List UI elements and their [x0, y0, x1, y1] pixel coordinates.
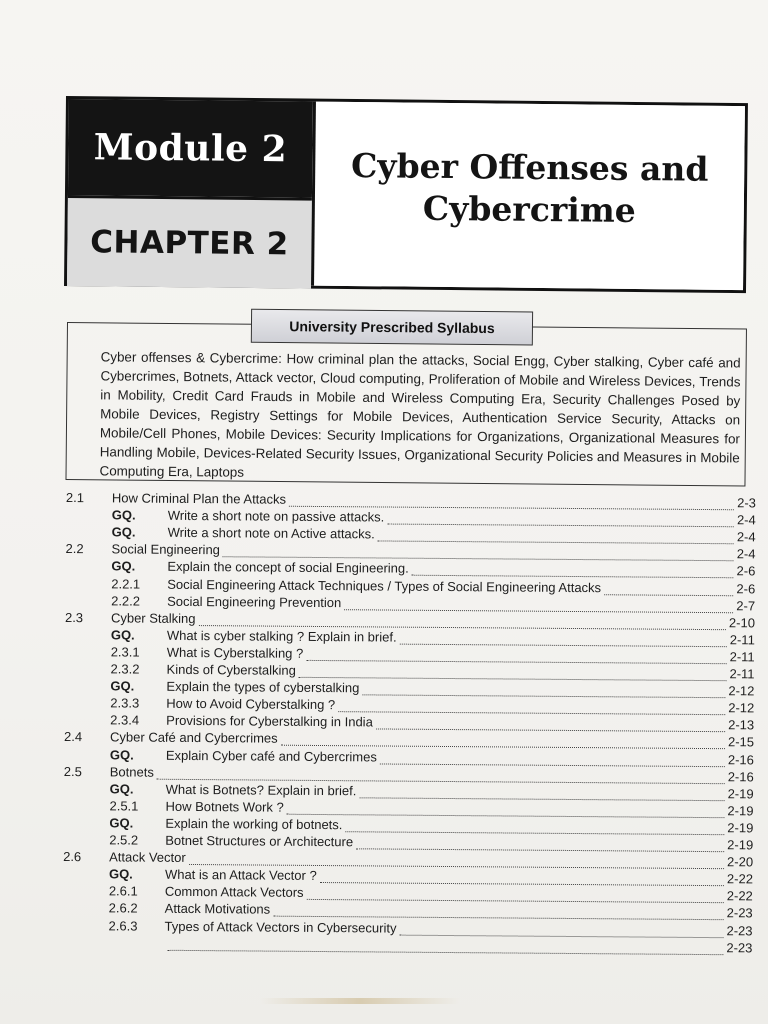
toc-subsection-number: 2.6.3: [108, 917, 138, 934]
toc-entry-line: [167, 593, 755, 613]
toc-dot-leader: [359, 785, 724, 801]
page-edge-shadow: [260, 998, 460, 1004]
toc-entry-line: [167, 628, 755, 648]
toc-page-number: 2-19: [727, 785, 754, 802]
toc-section-number: 2.5: [63, 763, 82, 779]
toc-entry-title: Botnet Structures or Architecture: [165, 832, 354, 850]
syllabus-text: Cyber offenses & Cybercrime: How criminal plan the attacks, Social Engg, Cyber stalking, Cyber café and Cybercrimes, Botnets, Attack vector, Cloud computing, Proliferation of Mobile and Wireless Devices, Trends in Mobility, Credit Card Frauds in Mobile and Wireless Computing Era, Security Challenges Posed by Mobile Devices, Registry Settings for Mobile Devices, Authentication Service Security, Attacks on Mobile/Cell Phones, Mobile Devices: Security Implications for Organizations, Organizational Measures for Handling Mobile, Devices-Related Security Issues, Organizational Security Policies and Measures in Mobile Computing Era, Laptops: [99, 349, 741, 480]
toc-dot-leader: [604, 582, 733, 596]
toc-entry-line: [166, 747, 754, 767]
syllabus-label: University Prescribed Syllabus: [289, 318, 495, 337]
toc-entry-title: Explain the types of cyberstalking: [166, 678, 360, 696]
toc-page-number: 2-11: [729, 632, 755, 648]
toc-entry-title: Cyber Stalking: [110, 610, 196, 626]
toc-dot-leader: [380, 751, 725, 767]
toc-subsection-number: GQ.: [111, 507, 136, 523]
table-of-contents: [63, 490, 756, 955]
toc-entry-line: [168, 525, 756, 545]
toc-entry-title: What is cyber stalking ? Explain in brief.: [166, 627, 397, 645]
toc-subsection-number: GQ.: [111, 558, 136, 574]
toc-page-number: 2-20: [727, 854, 754, 870]
toc-page-number: 2-11: [729, 649, 755, 665]
toc-page-number: 2-4: [736, 529, 756, 545]
chapter-label-box: [67, 195, 312, 289]
toc-entry-title: Kinds of Cyberstalking: [166, 661, 296, 678]
toc-page-number: 2-11: [729, 666, 755, 682]
toc-entry-title: Social Engineering: [111, 541, 220, 558]
toc-subsection-number: 2.5.1: [109, 798, 139, 814]
module-label: Module 2: [93, 126, 288, 171]
toc-entry-title: Provisions for Cyberstalking in India: [166, 713, 373, 730]
syllabus-label-box: [251, 309, 533, 346]
toc-subsection-number: GQ.: [108, 866, 133, 882]
toc-dot-leader: [344, 597, 733, 613]
toc-dot-leader: [299, 665, 727, 681]
chapter-title-line1: Cyber Offenses and: [350, 145, 709, 189]
toc-page-number: 2-15: [727, 734, 755, 750]
toc-subsection-number: GQ.: [109, 815, 134, 831]
toc-entry-line: [167, 662, 755, 682]
toc-entry-title: What is Cyberstalking ?: [166, 644, 304, 661]
toc-entry-line: [167, 645, 755, 665]
toc-page-number: 2-16: [727, 768, 754, 785]
toc-entry-title: Types of Attack Vectors in Cybersecurity: [164, 918, 397, 936]
toc-entry-line: [166, 713, 754, 733]
toc-subsection-number: 2.3.4: [110, 712, 140, 728]
toc-dot-leader: [362, 682, 725, 698]
toc-dot-leader: [223, 545, 734, 562]
toc-page-number: 2-22: [726, 871, 754, 887]
toc-entry-line: [165, 918, 753, 938]
syllabus-box: [65, 318, 746, 487]
toc-entry-line: [166, 696, 754, 716]
toc-entry-title: Attack Vector: [109, 849, 186, 866]
toc-entry-title: Social Engineering Attack Techniques / Types of Social Engineering Attacks: [167, 576, 602, 595]
toc-section-number: 2.2: [65, 541, 84, 557]
toc-entry-title: What is Botnets? Explain in brief.: [165, 781, 357, 798]
toc-entry-line: [166, 679, 754, 699]
toc-section-number: 2.6: [63, 849, 82, 865]
toc-dot-leader: [345, 819, 724, 835]
chapter-title: [350, 145, 708, 233]
toc-entry-line: [165, 884, 753, 904]
toc-subsection-number: 2.3.1: [110, 644, 140, 660]
toc-entry-line: [167, 576, 755, 596]
toc-page-number: 2-19: [727, 837, 754, 853]
toc-entry-line: [165, 833, 753, 853]
toc-section-number: 2.4: [64, 729, 83, 745]
toc-subsection-number: GQ.: [110, 678, 135, 694]
toc-page-number: 2-6: [736, 563, 756, 579]
toc-dot-leader: [376, 717, 725, 733]
toc-dot-leader: [189, 852, 724, 869]
toc-entry-title: Botnets: [109, 763, 154, 780]
toc-page-number: 2-23: [726, 905, 753, 921]
toc-subsection-number: GQ.: [111, 524, 136, 540]
toc-section-number: 2.1: [65, 490, 85, 506]
chapter-title-line2: Cybercrime: [422, 188, 636, 230]
toc-entry-line: [165, 799, 753, 819]
toc-subsection-number: 2.5.2: [109, 832, 139, 848]
toc-subsection-number: GQ.: [109, 781, 134, 797]
toc-entry-title: Write a short note on passive attacks.: [167, 507, 385, 525]
toc-entry-title: Common Attack Vectors: [164, 884, 304, 901]
toc-subsection-number: 2.3.3: [110, 695, 140, 711]
toc-dot-leader: [167, 937, 723, 954]
toc-dot-leader: [198, 613, 726, 630]
toc-entry-title: Explain Cyber café and Cybercrimes: [165, 747, 377, 764]
toc-subsection-number: 2.6.2: [108, 900, 138, 916]
toc-entry-line: [164, 935, 752, 955]
toc-page-number: 2-13: [728, 717, 755, 733]
toc-entry-title: Explain the working of botnets.: [165, 815, 343, 833]
toc-page-number: 2-23: [726, 922, 753, 938]
toc-page-number: 2-10: [728, 614, 756, 631]
toc-subsection-number: 2.6.1: [108, 883, 138, 899]
toc-entry-title: Write a short note on Active attacks.: [167, 524, 375, 542]
toc-subsection-number: GQ.: [110, 627, 135, 643]
toc-entry-title: Attack Motivations: [164, 901, 271, 918]
toc-page-number: 2-3: [737, 495, 756, 511]
toc-entry-title: Cyber Café and Cybercrimes: [110, 729, 278, 747]
toc-dot-leader: [399, 922, 723, 938]
toc-dot-leader: [281, 733, 725, 749]
toc-dot-leader: [356, 836, 724, 852]
toc-entry-line: [165, 867, 753, 887]
toc-dot-leader: [400, 631, 727, 647]
toc-page-number: 2-6: [736, 580, 756, 596]
toc-dot-leader: [306, 648, 726, 664]
chapter-header: [64, 96, 748, 293]
toc-page-number: 2-16: [727, 751, 754, 767]
chapter-title-box: [311, 102, 745, 291]
chapter-label: CHAPTER 2: [90, 224, 289, 263]
toc-dot-leader: [307, 887, 724, 903]
toc-page-number: 2-12: [728, 683, 755, 699]
toc-entry-line: [166, 781, 754, 801]
toc-subsection-number: 2.2.2: [111, 592, 141, 609]
toc-page-number: 2-4: [736, 546, 756, 562]
toc-subsection-number: 2.2.1: [111, 575, 141, 592]
toc-entry-line: [167, 559, 755, 579]
toc-entry-title: Social Engineering Prevention: [167, 593, 342, 610]
toc-page-number: 2-4: [736, 512, 756, 528]
toc-dot-leader: [320, 870, 724, 886]
toc-page-number: 2-22: [726, 888, 753, 904]
toc-page-number: 2-7: [736, 597, 756, 614]
toc-dot-leader: [273, 904, 724, 921]
toc-page-number: 2-23: [726, 939, 753, 955]
toc-dot-leader: [378, 529, 734, 545]
toc-dot-leader: [287, 802, 725, 818]
toc-page-number: 2-12: [728, 700, 755, 716]
toc-entry-line: [165, 901, 753, 921]
toc-entry-title: Explain the concept of social Engineering.: [167, 559, 409, 577]
toc-entry-title: What is an Attack Vector ?: [164, 866, 317, 884]
toc-subsection-number: GQ.: [109, 746, 134, 763]
toc-entry-title: How Botnets Work ?: [165, 798, 284, 815]
toc-entry-title: How Criminal Plan the Attacks: [111, 490, 287, 507]
toc-subsection-number: 2.3.2: [110, 661, 140, 677]
toc-dot-leader: [289, 494, 734, 510]
toc-page-number: 2-19: [727, 820, 754, 836]
toc-dot-leader: [387, 512, 734, 528]
toc-page-number: 2-19: [727, 803, 754, 819]
module-label-box: [68, 99, 313, 198]
toc-dot-leader: [412, 563, 734, 579]
toc-entry-title: How to Avoid Cyberstalking ?: [166, 695, 336, 713]
toc-entry-line: [165, 816, 753, 836]
toc-entry-line: [168, 508, 756, 528]
toc-dot-leader: [338, 699, 725, 715]
toc-section-number: 2.3: [64, 609, 84, 625]
